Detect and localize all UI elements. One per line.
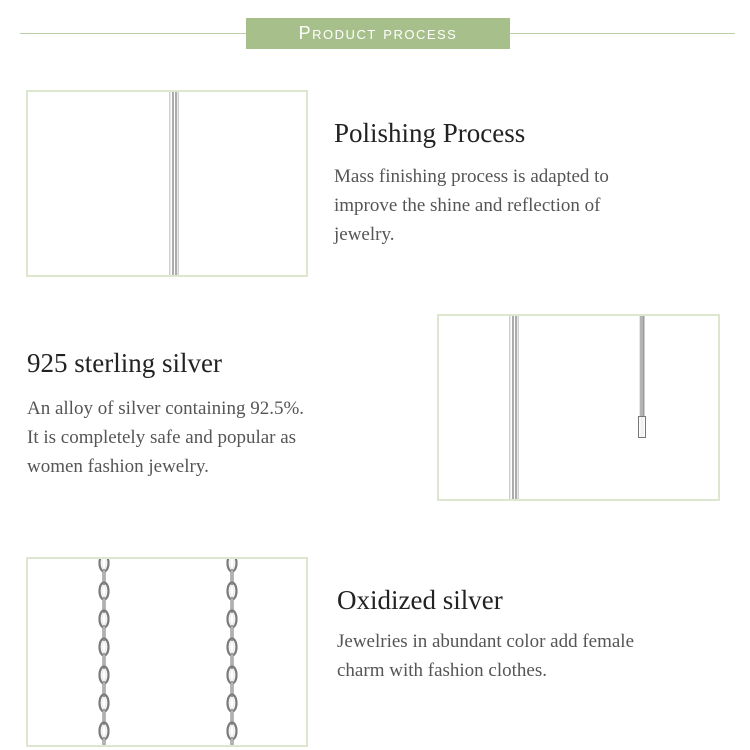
chain-link — [100, 695, 109, 712]
chain-link — [100, 667, 109, 684]
polishing-product-image — [26, 90, 308, 277]
chain-link — [228, 723, 237, 740]
chain-link — [228, 667, 237, 684]
sterling-silver-product-image — [437, 314, 720, 501]
chain-link — [228, 695, 237, 712]
chain-link — [102, 737, 105, 747]
chain-link — [100, 723, 109, 740]
section-title-oxidized-silver: Oxidized silver — [337, 585, 503, 615]
chain-link — [100, 611, 109, 628]
silver-pin-tip-image — [638, 416, 646, 438]
section-description-polishing: Mass finishing process is adapted to improve the shine and reflection of jewelry. — [334, 166, 609, 245]
chain-link — [100, 583, 109, 600]
section-header-title: Product process — [298, 23, 458, 43]
silver-chain-image — [28, 559, 308, 747]
chain-link — [228, 611, 237, 628]
silver-rod-image — [509, 316, 519, 501]
chain-link — [228, 639, 237, 656]
oxidized-silver-product-image — [26, 557, 308, 747]
silver-rod-image — [169, 92, 179, 277]
section-header-badge — [246, 18, 510, 49]
section-title-polishing: Polishing Process — [334, 118, 526, 148]
chain-link — [228, 583, 237, 600]
chain-link — [230, 737, 233, 747]
section-title-sterling-silver: 925 sterling silver — [27, 348, 222, 378]
silver-pin-image — [639, 316, 645, 421]
section-description-oxidized-silver: Jewelries in abundant color add female charm with fashion clothes. — [337, 631, 635, 681]
header-divider-left — [20, 33, 246, 34]
chain-link — [100, 639, 109, 656]
section-description-sterling-silver: An alloy of silver containing 92.5%. It is completely safe and popular as women fashion jewelry. — [27, 398, 305, 477]
header-divider-right — [510, 33, 735, 34]
